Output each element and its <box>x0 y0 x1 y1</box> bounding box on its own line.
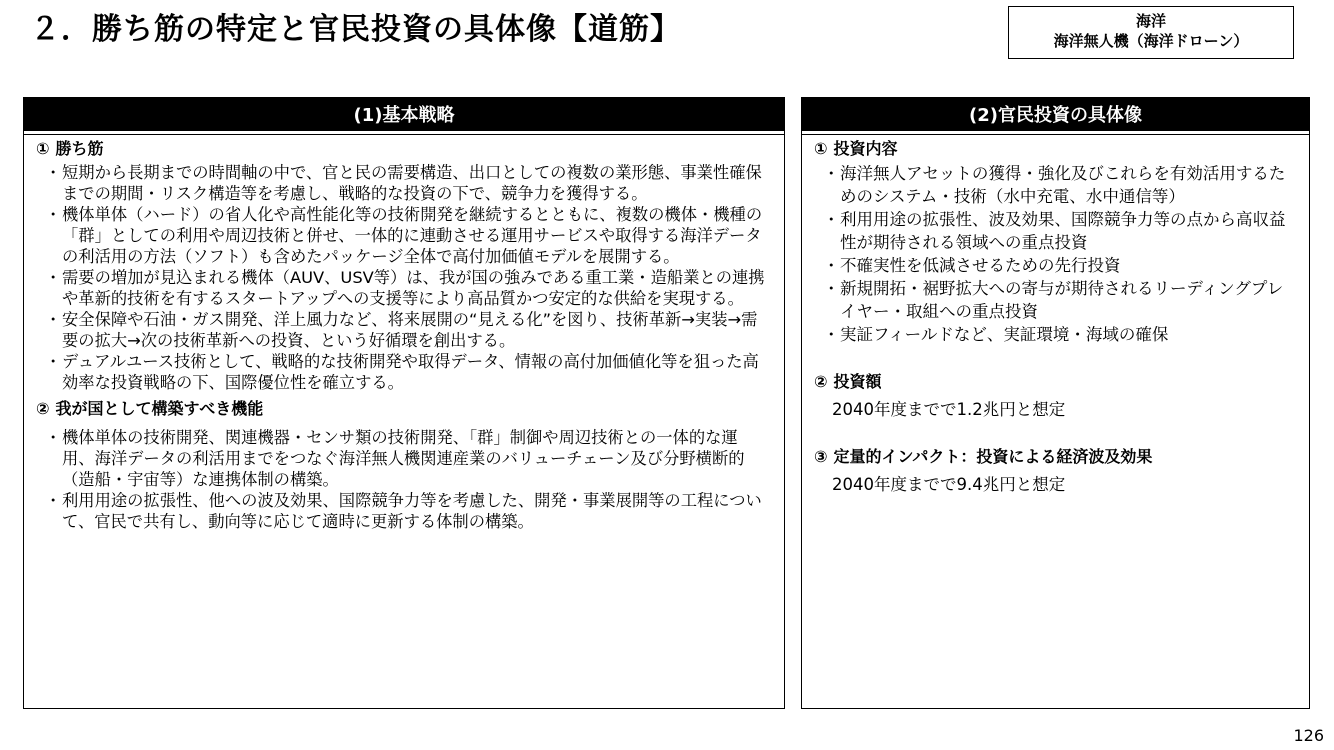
section-heading-text: 勝ち筋 <box>55 139 104 158</box>
economic-impact-heading <box>814 447 1299 467</box>
list-item: ・ 利用用途の拡張性、波及効果、国際競争力等の点から高収益性が期待される領域への重点投資 <box>814 208 1299 254</box>
list-item: ・ 安全保障や石油・ガス開発、洋上風力など、将来展開の“見える化”を図り、技術革新→実装→需要の拡大→次の技術革新への投資、という好循環を創出する。 <box>36 309 774 351</box>
list-item: ・ 利用用途の拡張性、他への波及効果、国際競争力等を考慮した、開発・事業展開等の工程について、官民で共有し、動向等に応じて適時に更新する体制の構築。 <box>36 490 774 532</box>
section-number: ② <box>36 399 50 418</box>
section-number: ② <box>814 372 828 391</box>
winning-path-list <box>36 162 774 393</box>
list-item: ・ デュアルユース技術として、戦略的な技術開発や取得データ、情報の高付加価値化等を狙った高効率な投資戦略の下、国際優位性を確立する。 <box>36 351 774 393</box>
investment-amount-heading <box>814 372 1299 392</box>
basic-strategy-panel <box>23 97 785 709</box>
list-item: ・ 機体単体（ハード）の省人化や高性能化等の技術開発を継続するとともに、複数の機体・機種の「群」としての利用や周辺技術と併せ、一体的に連動させる運用サービスや取得する海洋データの利活用の方法（ソフト）も含めたパッケージ全体で高付加価値モデルを展開する。 <box>36 204 774 267</box>
investment-image-header: (2)官民投資の具体像 <box>802 98 1309 134</box>
list-item: ・ 不確実性を低減させるための先行投資 <box>814 254 1299 277</box>
investment-amount-value: 2040年度までで1.2兆円と想定 <box>832 400 1066 419</box>
list-item: ・ 実証フィールドなど、実証環境・海域の確保 <box>814 323 1299 346</box>
section-heading-text: 定量的インパクト：投資による経済波及効果 <box>833 447 1153 466</box>
list-item: ・ 海洋無人アセットの獲得・強化及びこれらを有効活用するためのシステム・技術（水中充電、水中通信等） <box>814 162 1299 208</box>
list-item: ・ 短期から長期までの時間軸の中で、官と民の需要構造、出口としての複数の業形態、事業性確保までの期間・リスク構造等を考慮し、戦略的な投資の下で、競争力を獲得する。 <box>36 162 774 204</box>
investment-content-list <box>814 162 1299 346</box>
category-tag <box>1008 6 1294 59</box>
list-item: ・ 需要の増加が見込まれる機体（AUV、USV等）は、我が国の強みである重工業・造船業との連携や革新的技術を有するスタートアップへの支援等により高品質かつ安定的な供給を実現する。 <box>36 267 774 309</box>
investment-content-heading <box>814 139 1299 159</box>
section-number: ① <box>36 139 50 158</box>
section-number: ① <box>814 139 828 158</box>
basic-strategy-header: (1)基本戦略 <box>24 98 784 134</box>
winning-path-heading <box>36 139 774 159</box>
page-title: ２．勝ち筋の特定と官民投資の具体像【道筋】 <box>30 12 681 47</box>
section-heading-text: 投資内容 <box>833 139 898 158</box>
functions-to-build-heading <box>36 399 774 419</box>
page-number: 126 <box>1293 726 1324 745</box>
section-heading-text: 投資額 <box>833 372 882 391</box>
category-tag-line2: 海洋無人機（海洋ドローン） <box>1053 32 1249 50</box>
investment-image-body <box>802 134 1309 496</box>
functions-to-build-list <box>36 427 774 532</box>
list-item: ・ 機体単体の技術開発、関連機器・センサ類の技術開発、「群」制御や周辺技術との一体的な運用、海洋データの利活用までをつなぐ海洋無人機関連産業のバリューチェーン及び分野横断的（造船・宇宙等）な連携体制の構築。 <box>36 427 774 490</box>
category-tag-line1: 海洋 <box>1135 12 1166 30</box>
section-heading-text: 我が国として構築すべき機能 <box>55 399 264 418</box>
list-item: ・ 新規開拓・裾野拡大への寄与が期待されるリーディングプレイヤー・取組への重点投資 <box>814 277 1299 323</box>
basic-strategy-body <box>24 134 784 532</box>
investment-image-panel <box>801 97 1310 709</box>
economic-impact-value: 2040年度までで9.4兆円と想定 <box>832 475 1066 494</box>
section-number: ③ <box>814 447 828 466</box>
